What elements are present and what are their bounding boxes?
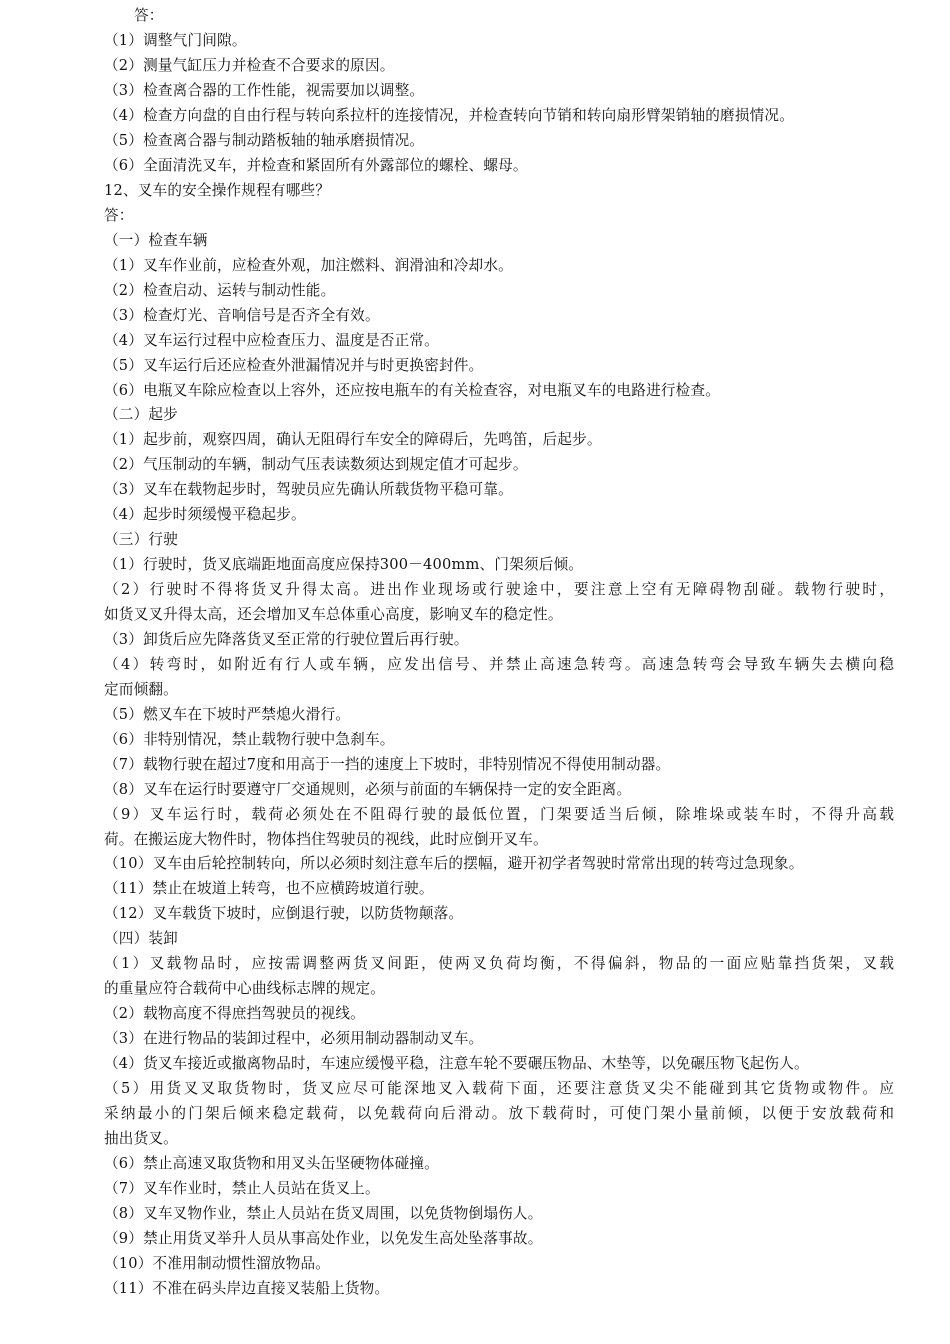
text-line: （7）载物行驶在超过7度和用高于一挡的速度上下坡时，非特别情况不得使用制动器。 <box>104 756 671 773</box>
text-line: （3）检查离合器的工作性能，视需要加以调整。 <box>104 82 425 99</box>
text-line: （4）叉车运行过程中应检查压力、温度是否正常。 <box>104 332 439 349</box>
text-line: （8）叉车叉物作业，禁止人员站在货叉周围，以免货物倒塌伤人。 <box>104 1205 543 1222</box>
text-line: （2）载物高度不得庶挡驾驶员的视线。 <box>104 1005 365 1022</box>
text-line: 如货叉叉升得太高，还会增加叉车总体重心高度，影响叉车的稳定性。 <box>104 606 563 623</box>
text-line: 采纳最小的门架后倾来稳定载荷，以免载荷向后滑动。放下载荷时，可使门架小量前倾，以便于安放载荷和 <box>104 1105 894 1122</box>
text-line: （5）检查离合器与制动踏板轴的轴承磨损情况。 <box>104 132 425 149</box>
text-line: （3）叉车在载物起步时，驾驶员应先确认所载货物平稳可靠。 <box>104 481 513 498</box>
text-line: （6）电瓶叉车除应检查以上容外，还应按电瓶车的有关检查容，对电瓶叉车的电路进行检查。 <box>104 382 721 399</box>
text-line: （10）叉车由后轮控制转向，所以必须时刻注意车后的摆幅，避开初学者驾驶时常常出现的转弯过急现象。 <box>104 855 804 872</box>
text-line: （2）行驶时不得将货叉升得太高。进出作业现场或行驶途中，要注意上空有无障碍物刮碰。载物行驶时， <box>104 581 894 598</box>
text-line: （6）禁止高速叉取货物和用叉头缶坚硬物体碰撞。 <box>104 1155 439 1172</box>
text-line: （5）用货叉叉取货物时，货叉应尽可能深地叉入载荷下面，还要注意货叉尖不能碰到其它货物或物件。应 <box>104 1080 894 1097</box>
text-line: 定而倾翻。 <box>104 681 178 698</box>
text-line: （1）叉车作业前，应检查外观，加注燃料、润滑油和冷却水。 <box>104 257 513 274</box>
text-line: （12）叉车载货下坡时，应倒退行驶，以防货物颠落。 <box>104 905 464 922</box>
text-line: （7）叉车作业时，禁止人员站在货叉上。 <box>104 1180 380 1197</box>
section-heading: （三）行驶 <box>104 531 178 548</box>
text-line: （5）燃叉车在下坡时严禁熄火滑行。 <box>104 706 351 723</box>
text-line: （11）不准在码头岸边直接叉装船上货物。 <box>104 1280 390 1297</box>
text-line: （8）叉车在运行时要遵守厂交通规则，必须与前面的车辆保持一定的安全距离。 <box>104 781 632 798</box>
text-line: （1）调整气门间隙。 <box>104 32 247 49</box>
text-line: （4）起步时须缓慢平稳起步。 <box>104 506 306 523</box>
text-line: （10）不准用制动惯性溜放物品。 <box>104 1255 331 1272</box>
text-line: （3）检查灯光、音响信号是否齐全有效。 <box>104 307 380 324</box>
text-line: （9）叉车运行时，载荷必须处在不阻碍行驶的最低位置，门架要适当后倾，除堆垛或装车时，不得升高载 <box>104 806 894 823</box>
text-line: （6）非特别情况，禁止载物行驶中急刹车。 <box>104 731 395 748</box>
text-line: （4）货叉车接近或撤离物品时，车速应缓慢平稳，注意车轮不要碾压物品、木垫等，以免碾压物飞起伤人。 <box>104 1055 809 1072</box>
section-heading: （一）检查车辆 <box>104 232 208 249</box>
answer-label: 答： <box>104 207 134 224</box>
section-heading: （二）起步 <box>104 406 178 423</box>
section-heading: （四）装卸 <box>104 930 178 947</box>
text-line: （5）叉车运行后还应检查外泄漏情况并与时更换密封件。 <box>104 357 484 374</box>
text-line: 抽出货叉。 <box>104 1130 178 1147</box>
question-heading: 12、叉车的安全操作规程有哪些？ <box>104 182 331 199</box>
text-line: （1）行驶时，货叉底端距地面高度应保持300－400mm、门架须后倾。 <box>104 556 584 573</box>
text-line: （4）检查方向盘的自由行程与转向系拉杆的连接情况，并检查转向节销和转向扇形臂架销轴的磨损情况。 <box>104 107 795 124</box>
text-line: （11）禁止在坡道上转弯，也不应横跨坡道行驶。 <box>104 880 434 897</box>
text-line: 的重量应符合载荷中心曲线标志牌的规定。 <box>104 980 386 997</box>
text-line: （2）测量气缸压力并检查不合要求的原因。 <box>104 57 395 74</box>
text-line: （9）禁止用货叉举升人员从事高处作业，以免发生高处坠落事故。 <box>104 1230 543 1247</box>
text-line: 荷。在搬运庞大物件时，物体挡住驾驶员的视线，此时应倒开叉车。 <box>104 831 548 848</box>
text-line: （1）叉载物品时，应按需调整两货叉间距，使两叉负荷均衡，不得偏斜，物品的一面应贴靠挡货架，叉载 <box>104 955 894 972</box>
text-line: （6）全面清洗叉车，并检查和紧固所有外露部位的螺栓、螺母。 <box>104 157 528 174</box>
text-line: （3）卸货后应先降落货叉至正常的行驶位置后再行驶。 <box>104 631 469 648</box>
text-line: （3）在进行物品的装卸过程中，必须用制动器制动叉车。 <box>104 1030 484 1047</box>
answer-label: 答： <box>134 7 164 24</box>
text-line: （4）转弯时，如附近有行人或车辆，应发出信号、并禁止高速急转弯。高速急转弯会导致车辆失去横向稳 <box>104 656 894 673</box>
text-line: （1）起步前，观察四周，确认无阻碍行车安全的障碍后，先鸣笛，后起步。 <box>104 431 602 448</box>
text-line: （2）检查启动、运转与制动性能。 <box>104 282 336 299</box>
text-line: （2）气压制动的车辆，制动气压表读数须达到规定值才可起步。 <box>104 456 528 473</box>
